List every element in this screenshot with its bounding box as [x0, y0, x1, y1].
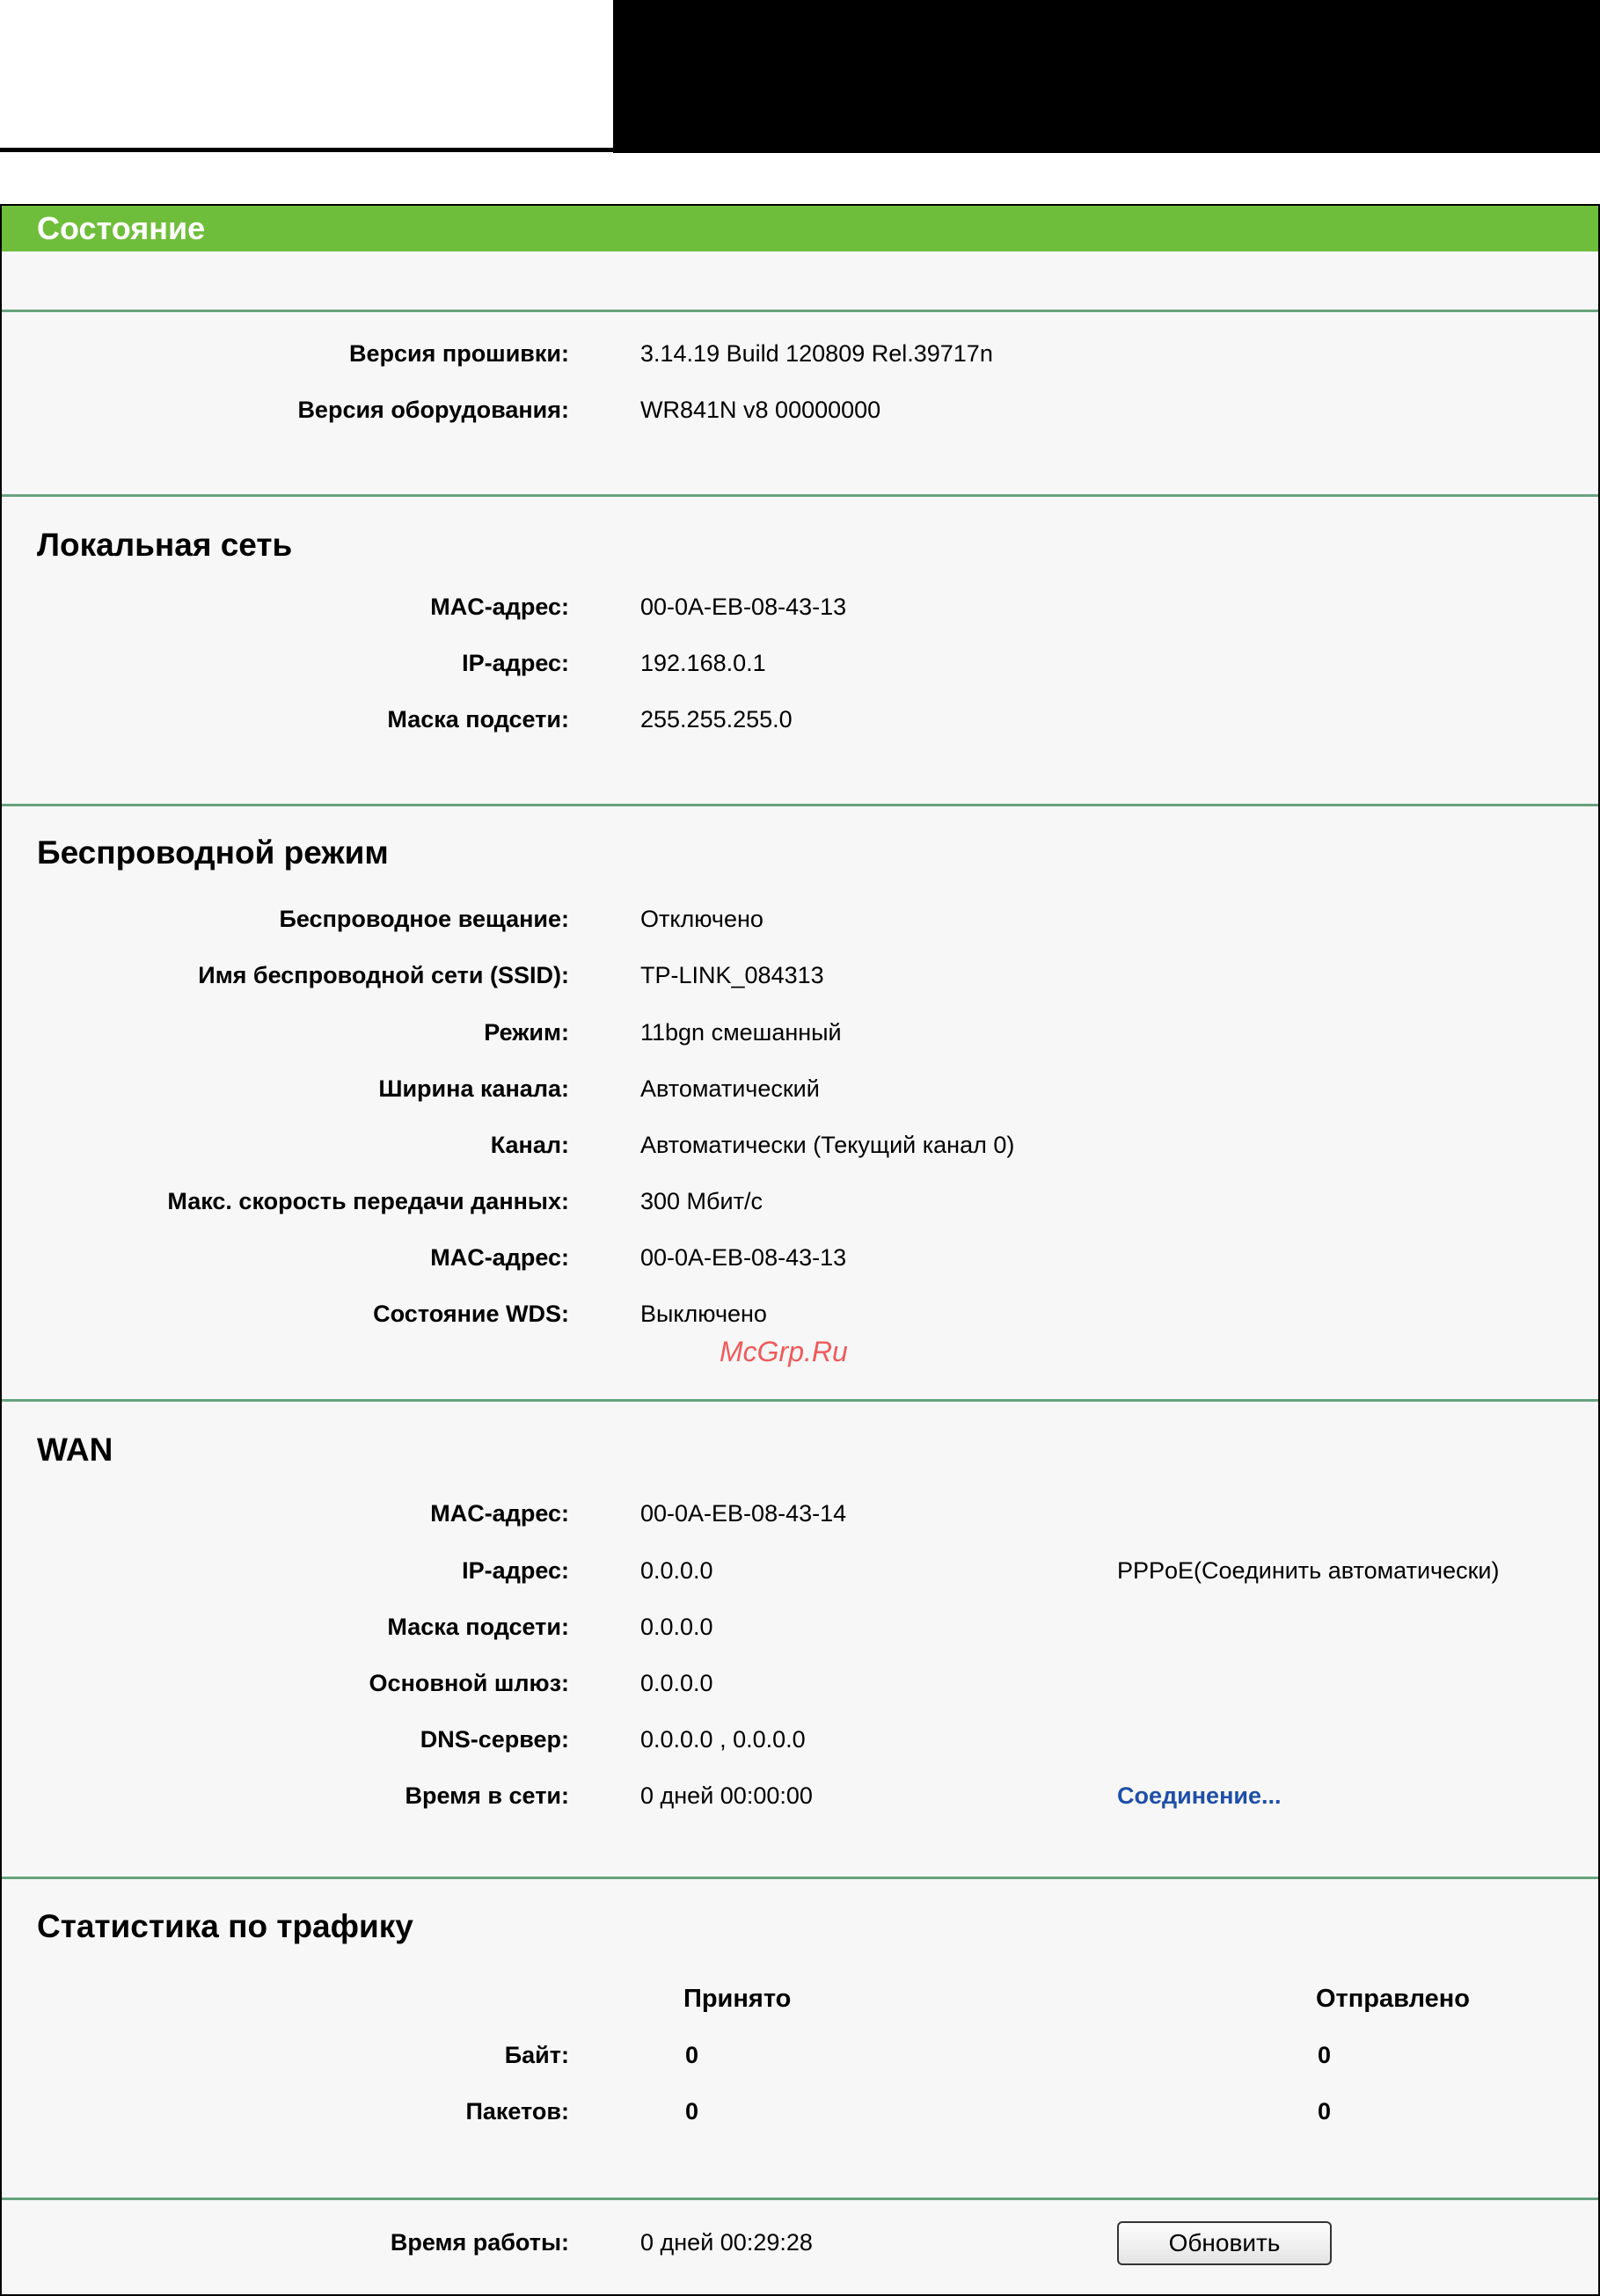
lan-ip-label: IP-адрес: [462, 650, 569, 676]
wan-gateway-value: 0.0.0.0 [640, 1670, 713, 1696]
section-divider [2, 1877, 1598, 1879]
bytes-received-value: 0 [685, 2042, 699, 2068]
wireless-rate-value: 300 Мбит/с [640, 1188, 763, 1214]
wireless-rate-label: Макс. скорость передачи данных: [167, 1188, 569, 1214]
traffic-section-title: Статистика по трафику [37, 1908, 413, 1944]
packets-label: Пакетов: [465, 2098, 569, 2125]
wan-mask-value: 0.0.0.0 [640, 1614, 713, 1640]
lan-mask-value: 255.255.255.0 [640, 706, 793, 733]
uptime-value: 0 дней 00:29:28 [640, 2229, 813, 2256]
lan-mac-value: 00-0A-EB-08-43-13 [640, 594, 847, 620]
wan-mac-label: MAC-адрес: [430, 1500, 569, 1527]
wireless-mode-value: 11bgn смешанный [640, 1019, 842, 1046]
lan-mac-label: MAC-адрес: [430, 594, 569, 620]
wan-gateway-label: Основной шлюз: [369, 1670, 569, 1696]
header-banner [613, 0, 1600, 153]
wireless-broadcast-label: Беспроводное вещание: [279, 906, 569, 932]
firmware-version-value: 3.14.19 Build 120809 Rel.39717n [640, 340, 993, 367]
wan-connection-type: PPPoE(Соединить автоматически) [1117, 1557, 1500, 1584]
wireless-section-title: Беспроводной режим [37, 835, 389, 871]
wireless-width-label: Ширина канала: [378, 1075, 569, 1102]
section-divider [2, 310, 1598, 312]
page-header [0, 0, 1600, 157]
section-divider [2, 1399, 1598, 1402]
wireless-ssid-value: TP-LINK_084313 [640, 962, 824, 988]
wireless-channel-label: Канал: [490, 1132, 569, 1158]
bytes-sent-value: 0 [1318, 2042, 1332, 2068]
watermark: McGrp.Ru [720, 1336, 848, 1367]
panel-title: Состояние [2, 206, 1598, 251]
sent-column-header: Отправлено [1316, 1985, 1470, 2013]
wan-mask-label: Маска подсети: [387, 1614, 569, 1640]
wan-online-time-label: Время в сети: [405, 1782, 569, 1809]
packets-received-value: 0 [685, 2098, 699, 2125]
hardware-version-value: WR841N v8 00000000 [640, 397, 881, 423]
section-divider [2, 494, 1598, 497]
wan-section-title: WAN [37, 1432, 113, 1468]
wireless-mac-label: MAC-адрес: [430, 1244, 569, 1271]
section-divider [2, 2198, 1598, 2200]
wireless-width-value: Автоматический [640, 1075, 820, 1102]
wireless-broadcast-value: Отключено [640, 906, 763, 932]
uptime-label: Время работы: [390, 2229, 569, 2256]
wireless-mac-value: 00-0A-EB-08-43-13 [640, 1244, 847, 1271]
wireless-wds-label: Состояние WDS: [373, 1301, 569, 1327]
wan-mac-value: 00-0A-EB-08-43-14 [640, 1500, 847, 1527]
wireless-wds-value: Выключено [640, 1301, 767, 1327]
wan-ip-value: 0.0.0.0 [640, 1557, 713, 1584]
lan-ip-value: 192.168.0.1 [640, 650, 766, 676]
wireless-mode-label: Режим: [484, 1019, 569, 1046]
status-panel [0, 204, 1600, 2296]
wan-dns-value: 0.0.0.0 , 0.0.0.0 [640, 1726, 806, 1753]
wan-dns-label: DNS-сервер: [420, 1726, 569, 1753]
wireless-ssid-label: Имя беспроводной сети (SSID): [198, 962, 569, 988]
hardware-version-label: Версия оборудования: [297, 397, 569, 423]
lan-mask-label: Маска подсети: [387, 706, 569, 733]
section-divider [2, 804, 1598, 806]
refresh-button[interactable]: Обновить [1117, 2221, 1332, 2265]
firmware-version-label: Версия прошивки: [349, 340, 569, 367]
lan-section-title: Локальная сеть [37, 527, 293, 563]
header-rule [0, 148, 613, 152]
received-column-header: Принято [683, 1985, 792, 2013]
wan-online-time-value: 0 дней 00:00:00 [640, 1782, 813, 1809]
packets-sent-value: 0 [1318, 2098, 1332, 2125]
connect-link[interactable]: Соединение... [1117, 1782, 1282, 1809]
wireless-channel-value: Автоматически (Текущий канал 0) [640, 1132, 1015, 1158]
wan-ip-label: IP-адрес: [462, 1557, 569, 1584]
bytes-label: Байт: [504, 2042, 569, 2068]
